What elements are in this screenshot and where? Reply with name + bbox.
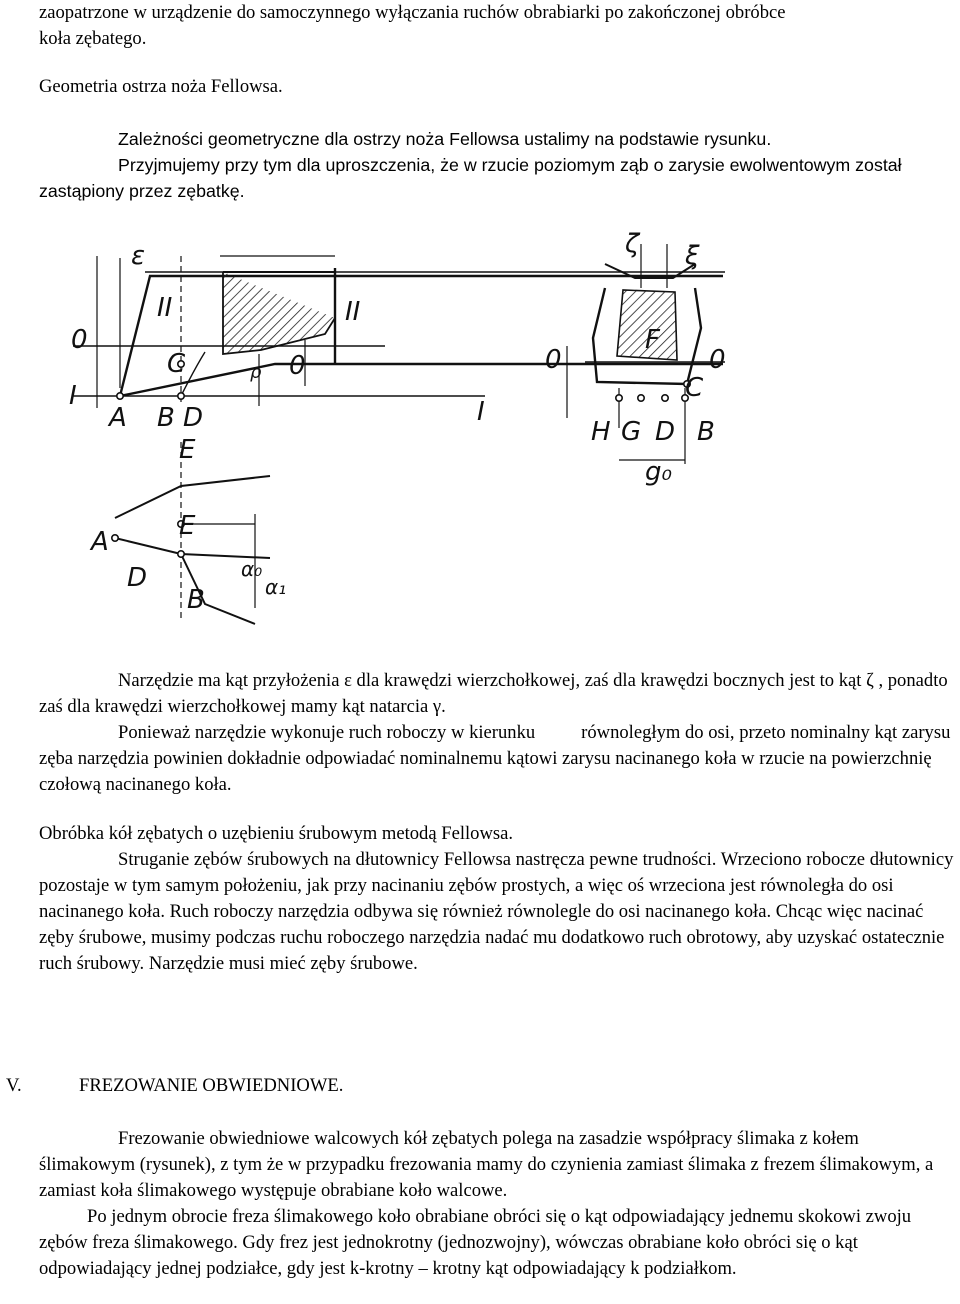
intro-line-1: zaopatrzone w urządzenie do samoczynnego wyłączania ruchów obrabiarki po zakończonej obróbce <box>39 2 786 23</box>
section-v-heading <box>6 1073 343 1099</box>
paragraph-nominal-angle-start: Ponieważ narzędzie wykonuje ruch roboczy w kierunku <box>118 722 536 743</box>
heading-geometry: Geometria ostrza noża Fellowsa. <box>39 76 283 97</box>
label-two-right: II <box>345 297 361 327</box>
paragraph-geometry-1: Zależności geometryczne dla ostrzy noża Fellowsa ustalimy na podstawie rysunku. <box>118 129 772 149</box>
label-alpha1: α₁ <box>265 575 287 599</box>
label-zero-mid: 0 <box>289 351 306 381</box>
label-b-right: B <box>697 417 715 447</box>
label-g: G <box>621 417 642 447</box>
paragraph-hobbing-2: Po jednym obrocie freza ślimakowego koło obrabiane obróci się o kąt odpowiadający jednemu skokowi zwoju zębów freza ślimakowego. Gdy frez jest jednokrotny (jednozwojny), wówczas obrabiane koło obróci się o kąt odpowiadający jednej podziałce, gdy jest k-krotny – krotny kąt odpowiadający k podziałkom. <box>39 1206 912 1279</box>
label-d-bottom: D <box>127 563 148 593</box>
label-one-left: I <box>69 381 77 411</box>
label-d-top: D <box>183 403 204 433</box>
label-d-right: D <box>655 417 676 447</box>
label-xi: ξ <box>685 241 700 271</box>
label-zero-right: 0 <box>709 345 726 375</box>
label-b-bottom: B <box>187 585 205 615</box>
label-rho: ρ <box>250 362 262 383</box>
label-alpha0: α₀ <box>241 557 263 581</box>
label-one-right: I <box>477 397 485 427</box>
hatched-tooth-section <box>223 272 335 354</box>
paragraph-geometry-2: Przyjmujemy przy tym dla uproszczenia, że w rzucie poziomym ząb o zarysie ewolwentowym został zastąpiony przez zębatkę. <box>39 155 902 201</box>
label-b-top: B <box>157 403 175 433</box>
label-a-top: A <box>109 403 127 433</box>
label-epsilon: ε <box>131 241 146 271</box>
fellows-cutter-geometry-diagram <box>45 228 750 644</box>
paragraph-helical: Struganie zębów śrubowych na dłutownicy Fellowsa nastręcza pewne trudności. Wrzeciono robocze dłutownicy pozostaje w tym samym położeniu, jak przy nacinaniu zębów prostych, a więc oś wrzeciona jest równoległa do osi nacinanego koła. Ruch roboczy narzędzia odbywa się również równolegle do osi nacinanego koła. Chcąc więc nacinać zęby śrubowe, musimy podczas ruchu roboczego narzędzia nadać mu dodatkowo ruch obrotowy, aby uzyskać ostatecznie ruch śrubowy. Narzędzie musi mieć zęby śrubowe. <box>39 849 954 974</box>
label-c-left: C <box>167 349 186 379</box>
section-v-number: V. <box>6 1075 22 1096</box>
label-f: F <box>645 325 660 355</box>
label-two-left: II <box>157 293 173 323</box>
label-e-bottom: E <box>179 511 196 541</box>
label-a-bottom: A <box>91 527 109 557</box>
label-g0: g₀ <box>645 457 672 487</box>
label-zero-right-left: 0 <box>545 345 562 375</box>
label-e-top: E <box>179 435 196 465</box>
heading-helical: Obróbka kół zębatych o uzębieniu śrubowym metodą Fellowsa. <box>39 823 514 844</box>
paragraph-angles: Narzędzie ma kąt przyłożenia ε dla krawędzi wierzchołkowej, zaś dla krawędzi bocznych jest to kąt ζ , ponadto zaś dla krawędzi wierzchołkowej mamy kąt natarcia γ. <box>39 670 948 717</box>
section-v-title: FREZOWANIE OBWIEDNIOWE. <box>79 1075 344 1096</box>
label-h: H <box>591 417 611 447</box>
label-zeta: ζ <box>625 229 640 259</box>
paragraph-nominal-angle <box>39 720 954 798</box>
intro-text <box>39 0 954 52</box>
paragraph-hobbing-1: Frezowanie obwiedniowe walcowych kół zębatych polega na zasadzie współpracy ślimaka z kołem ślimakowym (rysunek), z tym że w przypadku frezowania mamy do czynienia zamiast ślimaka z frezem ślimakowym, a zamiast koła ślimakowego występuje obrabiane koło walcowe. <box>39 1128 934 1201</box>
paragraph-nominal-angle-rest: równoległym do osi, przeto nominalny kąt zarysu zęba narzędzia powinien dokładnie odpowiadać nominalnemu kątowi zarysu nacinanego koła w rzucie na powierzchnię czołową nacinanego koła. <box>39 722 951 795</box>
intro-line-2: koła zębatego. <box>39 28 147 49</box>
label-c-right: C <box>685 373 704 403</box>
label-zero-left: 0 <box>71 325 88 355</box>
